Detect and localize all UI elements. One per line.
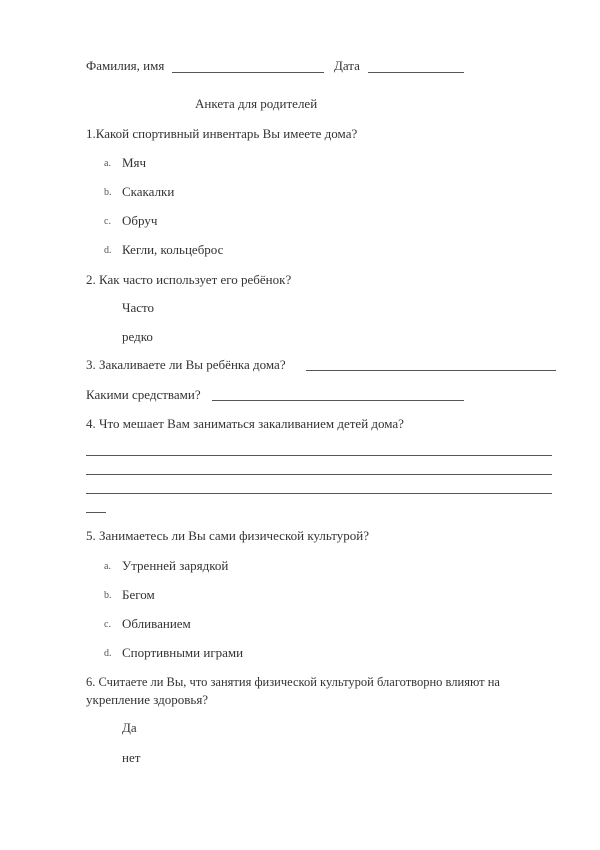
q6-option-yes[interactable]: Да bbox=[122, 720, 137, 735]
question-3: 3. Закаливаете ли Вы ребёнка дома? bbox=[86, 357, 286, 372]
option-letter: a. bbox=[104, 561, 111, 572]
q4-answer-line[interactable] bbox=[86, 455, 552, 456]
option-letter: a. bbox=[104, 158, 111, 169]
q5-option-c[interactable]: Обливанием bbox=[122, 616, 191, 631]
option-letter: b. bbox=[104, 590, 112, 601]
question-2: 2. Как часто использует его ребёнок? bbox=[86, 272, 292, 287]
option-letter: d. bbox=[104, 648, 112, 659]
q4-answer-line[interactable] bbox=[86, 493, 552, 494]
date-field-line[interactable] bbox=[368, 72, 464, 73]
option-letter: d. bbox=[104, 245, 112, 256]
q3-sub-answer-line[interactable] bbox=[212, 400, 464, 401]
q4-answer-line[interactable] bbox=[86, 512, 106, 513]
option-letter: c. bbox=[104, 619, 111, 630]
q4-answer-line[interactable] bbox=[86, 474, 552, 475]
q2-option-rarely[interactable]: редко bbox=[122, 329, 153, 344]
question-5: 5. Занимаетесь ли Вы сами физической культурой? bbox=[86, 528, 370, 543]
q6-option-no[interactable]: нет bbox=[122, 750, 141, 765]
date-label: Дата bbox=[334, 58, 360, 73]
option-letter: b. bbox=[104, 187, 112, 198]
q3-answer-line[interactable] bbox=[306, 370, 556, 371]
page-title: Анкета для родителей bbox=[195, 96, 318, 111]
q1-option-d[interactable]: Кегли, кольцеброс bbox=[122, 242, 224, 257]
option-letter: c. bbox=[104, 216, 111, 227]
q1-option-a[interactable]: Мяч bbox=[122, 155, 147, 170]
question-1: 1.Какой спортивный инвентарь Вы имеете дома? bbox=[86, 126, 358, 141]
q5-option-d[interactable]: Спортивными играми bbox=[122, 645, 244, 660]
question-4: 4. Что мешает Вам заниматься закаливанием детей дома? bbox=[86, 416, 404, 431]
q5-option-a[interactable]: Утренней зарядкой bbox=[122, 558, 229, 573]
question-6-line-2: укрепление здоровья? bbox=[86, 692, 209, 707]
q1-option-c[interactable]: Обруч bbox=[122, 213, 158, 228]
q2-option-often[interactable]: Часто bbox=[122, 300, 154, 315]
q1-option-b[interactable]: Скакалки bbox=[122, 184, 175, 199]
question-3-sub: Какими средствами? bbox=[86, 387, 201, 402]
question-6-line-1: 6. Считаете ли Вы, что занятия физической культурой благотворно влияют на bbox=[86, 675, 500, 689]
name-field-line[interactable] bbox=[172, 72, 324, 73]
q5-option-b[interactable]: Бегом bbox=[122, 587, 155, 602]
name-label: Фамилия, имя bbox=[86, 58, 165, 73]
